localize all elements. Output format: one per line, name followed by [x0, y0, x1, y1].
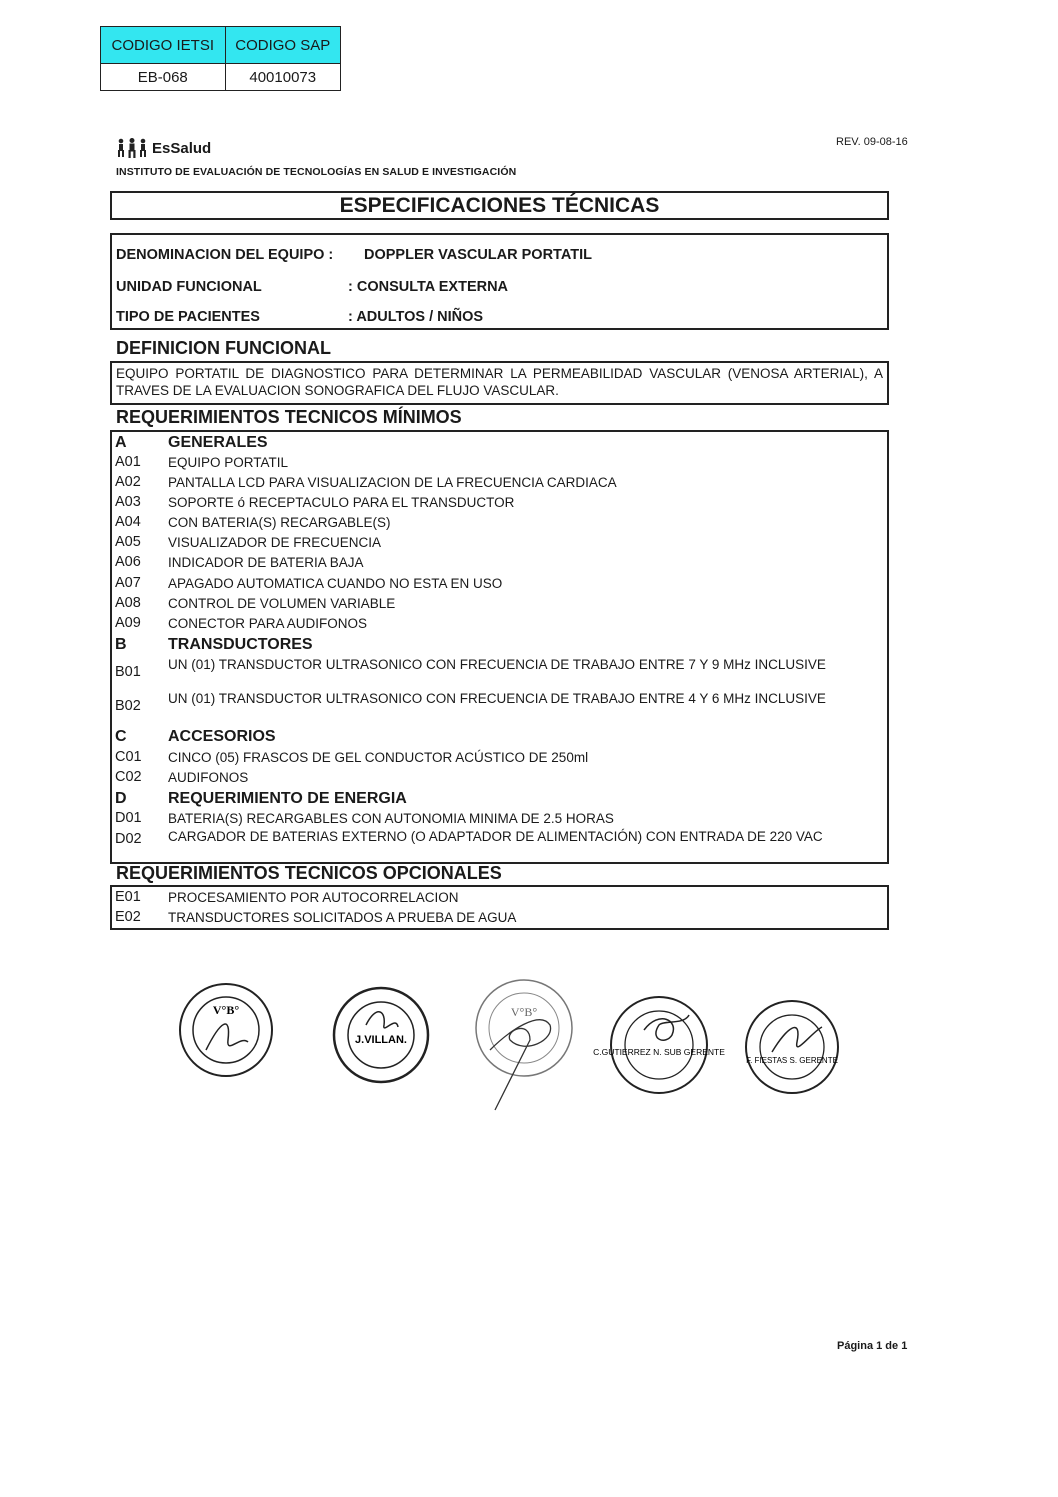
requirement-text: INDICADOR DE BATERIA BAJA — [168, 555, 364, 570]
people-icon — [116, 138, 150, 158]
requirement-code: E01 — [115, 889, 141, 905]
functional-unit-label: UNIDAD FUNCIONAL — [116, 279, 262, 295]
patient-type-label: TIPO DE PACIENTES — [116, 309, 260, 325]
sap-code-value: 40010073 — [225, 64, 341, 91]
page-number: Página 1 de 1 — [837, 1340, 908, 1352]
minimum-requirements-box — [110, 430, 889, 864]
approval-stamp-2 — [326, 985, 436, 1090]
requirement-code: C01 — [115, 749, 142, 765]
requirement-text: CONECTOR PARA AUDIFONOS — [168, 616, 368, 631]
functional-definition-title: DEFINICION FUNCIONAL — [116, 338, 331, 358]
document-title: ESPECIFICACIONES TÉCNICAS — [339, 194, 660, 217]
requirement-text: UN (01) TRANSDUCTOR ULTRASONICO CON FRECUENCIA DE TRABAJO ENTRE 4 Y 6 MHz INCLUSIVE — [168, 691, 826, 706]
requirement-code: D01 — [115, 810, 142, 826]
patient-type-value: : ADULTOS / NIÑOS — [348, 309, 484, 325]
requirement-text: VISUALIZADOR DE FRECUENCIA — [168, 535, 382, 550]
requirement-text: AUDIFONOS — [168, 770, 249, 785]
requirement-text: CINCO (05) FRASCOS DE GEL CONDUCTOR ACÚSTICO DE 250ml — [168, 750, 589, 765]
requirement-code: B — [115, 636, 127, 653]
requirement-code: B01 — [115, 664, 141, 680]
optional-requirements-box — [110, 885, 889, 930]
stamp-text: F. FIESTAS S. GERENTE — [746, 1056, 838, 1065]
stamp-text: V°B° — [212, 1003, 240, 1017]
approval-stamp-4 — [593, 995, 725, 1100]
requirement-text: UN (01) TRANSDUCTOR ULTRASONICO CON FRECUENCIA DE TRABAJO ENTRE 7 Y 9 MHz INCLUSIVE — [168, 657, 826, 672]
requirement-text: ACCESORIOS — [168, 728, 276, 745]
stamp-text: J.VILLAN. — [355, 1034, 407, 1046]
requirement-code: A07 — [115, 575, 141, 591]
requirement-code: A02 — [115, 474, 141, 490]
requirement-text: CON BATERIA(S) RECARGABLE(S) — [168, 515, 391, 530]
requirement-code: D — [115, 790, 127, 807]
requirement-code: A06 — [115, 554, 141, 570]
requirement-code: B02 — [115, 698, 141, 714]
requirement-text: GENERALES — [168, 434, 268, 451]
requirement-text: APAGADO AUTOMATICA CUANDO NO ESTA EN USO — [168, 576, 503, 591]
logo-text: EsSalud — [152, 139, 212, 157]
requirement-text: TRANSDUCTORES — [168, 636, 313, 653]
requirement-code: C — [115, 728, 127, 745]
ietsi-code-value: EB-068 — [101, 64, 226, 91]
functional-definition-box — [110, 361, 889, 405]
requirement-text: TRANSDUCTORES SOLICITADOS A PRUEBA DE AGUA — [168, 910, 517, 925]
requirement-code: A — [115, 434, 127, 451]
minimum-requirements-title: REQUERIMIENTOS TECNICOS MÍNIMOS — [116, 407, 462, 427]
requirement-code: A09 — [115, 615, 141, 631]
essalud-logo — [116, 138, 211, 158]
requirement-code: E02 — [115, 909, 141, 925]
ietsi-code-label: CODIGO IETSI — [101, 27, 226, 64]
requirement-code: A04 — [115, 514, 141, 530]
institute-name: INSTITUTO DE EVALUACIÓN DE TECNOLOGÍAS EN SALUD E INVESTIGACIÓN — [116, 166, 517, 178]
functional-unit-value: : CONSULTA EXTERNA — [348, 279, 509, 295]
requirement-text: PROCESAMIENTO POR AUTOCORRELACION — [168, 890, 459, 905]
stamp-text: C.GUTIERREZ N. SUB GERENTE — [593, 1047, 725, 1057]
sap-code-label: CODIGO SAP — [225, 27, 341, 64]
approval-stamp-5 — [742, 997, 842, 1102]
code-table — [100, 26, 341, 91]
approval-stamp-3 — [470, 980, 580, 1120]
requirement-code: A05 — [115, 534, 141, 550]
optional-requirements-title: REQUERIMIENTOS TECNICOS OPCIONALES — [116, 863, 502, 883]
requirement-text: CARGADOR DE BATERIAS EXTERNO (O ADAPTADOR DE ALIMENTACIÓN) CON ENTRADA DE 220 VAC — [168, 829, 823, 844]
equipment-info-box — [110, 233, 889, 330]
stamp-text: V°B° — [510, 1005, 538, 1019]
approval-stamp-1 — [176, 980, 276, 1085]
requirement-text: REQUERIMIENTO DE ENERGIA — [168, 790, 407, 807]
requirement-code: A01 — [115, 454, 141, 470]
requirement-code: A08 — [115, 595, 141, 611]
functional-definition-text: EQUIPO PORTATIL DE DIAGNOSTICO PARA DETERMINAR LA PERMEABILIDAD VASCULAR (VENOSA ARTERIAL), A TRAVES DE LA EVALUACION SONOGRAFICA DEL FLUJO VASCULAR. — [116, 366, 883, 398]
requirement-text: BATERIA(S) RECARGABLES CON AUTONOMIA MINIMA DE 2.5 HORAS — [168, 811, 614, 826]
requirement-text: EQUIPO PORTATIL — [168, 455, 289, 470]
requirement-text: PANTALLA LCD PARA VISUALIZACION DE LA FRECUENCIA CARDIACA — [168, 475, 617, 490]
requirement-text: SOPORTE ó RECEPTACULO PARA EL TRANSDUCTOR — [168, 495, 515, 510]
title-box — [110, 191, 889, 220]
revision-label: REV. 09-08-16 — [836, 136, 908, 148]
requirement-code: C02 — [115, 769, 142, 785]
requirement-code: D02 — [115, 831, 142, 847]
equipment-name-label: DENOMINACION DEL EQUIPO : — [116, 247, 334, 263]
equipment-name-value: DOPPLER VASCULAR PORTATIL — [364, 247, 592, 263]
requirement-text: CONTROL DE VOLUMEN VARIABLE — [168, 596, 396, 611]
requirement-code: A03 — [115, 494, 141, 510]
